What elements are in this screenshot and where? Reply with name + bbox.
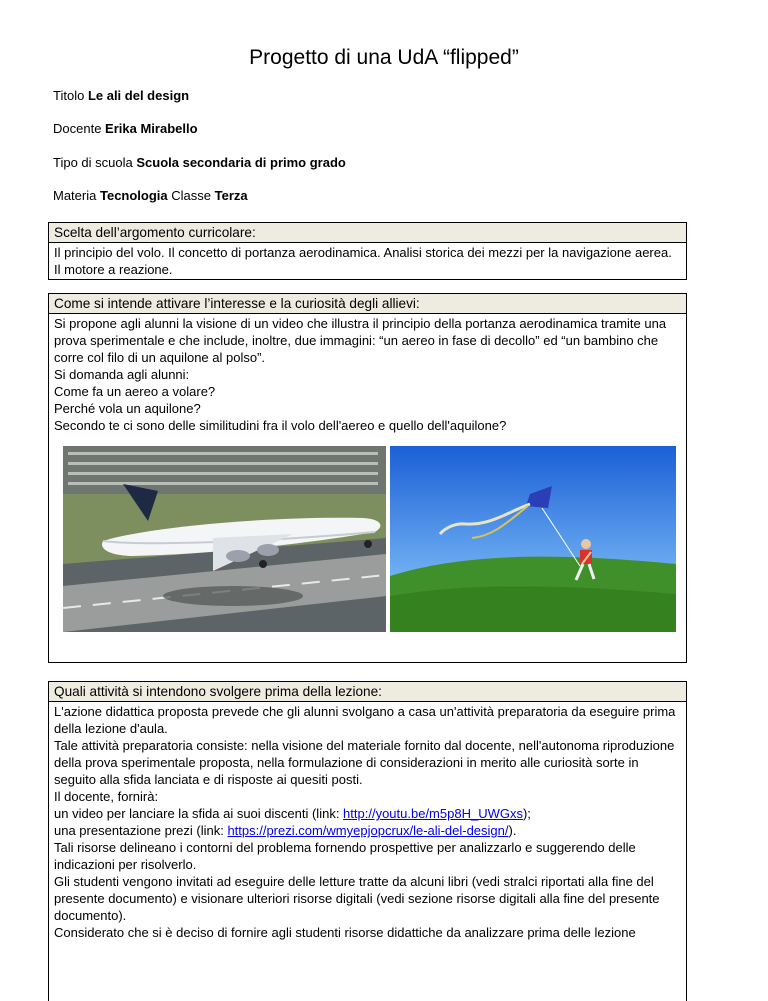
classe-label: Classe <box>171 188 212 203</box>
box-argomento-heading: Scelta dell’argomento curricolare: <box>49 223 686 243</box>
box-attivita-paragraph: Il docente, fornirà: <box>54 789 159 804</box>
box-interesse-line: Si domanda agli alunni: <box>54 367 190 382</box>
box-interesse-line: Perché vola un aquilone? <box>54 401 201 416</box>
prezi-link[interactable]: https://prezi.com/wmyepjopcrux/le-ali-del-design/ <box>227 823 509 838</box>
box-interesse-line: Secondo te ci sono delle similitudini fra il volo dell'aereo e quello dell'aquilone? <box>54 418 507 433</box>
prezi-line <box>54 822 681 839</box>
box-interesse-line: Come fa un aereo a volare? <box>54 384 216 399</box>
box-argomento <box>48 222 687 280</box>
scuola-value: Scuola secondaria di primo grado <box>136 155 346 170</box>
field-materia-classe <box>53 188 248 204</box>
video-post: ); <box>522 806 531 821</box>
field-docente <box>53 121 198 137</box>
video-pre: un video per lanciare la sfida ai suoi discenti (link: <box>54 806 344 821</box>
materia-label: Materia <box>53 188 97 203</box>
box-interesse <box>48 293 687 663</box>
scuola-label: Tipo di scuola <box>53 155 133 170</box>
airplane-photo <box>63 446 386 632</box>
box-attivita-paragraph: L'azione didattica proposta prevede che gli alunni svolgano a casa un'attività preparatoria da eseguire prima della lezione d'aula. <box>54 704 676 736</box>
box-attivita-paragraph: Considerato che si è deciso di fornire agli studenti risorse didattiche da analizzare prima delle lezione <box>54 925 636 940</box>
box-attivita-paragraph: Gli studenti vengono invitati ad eseguire delle letture tratte da alcuni libri (vedi stralci riportati alla fine del presente documento) e visionare ulteriori risorse digitali (vedi sezione risorse digitali alla fine del presente documento). <box>54 874 660 923</box>
titolo-label: Titolo <box>53 88 85 103</box>
box-attivita-paragraph: Tali risorse delineano i contorni del problema fornendo prospettive per analizzarlo e suggerendo delle indicazioni per risolverlo. <box>54 840 636 872</box>
page-title: Progetto di una UdA “flipped” <box>249 46 519 69</box>
field-titolo <box>53 88 189 104</box>
classe-value: Terza <box>214 188 248 203</box>
docente-value: Erika Mirabello <box>105 121 198 136</box>
prezi-pre: una presentazione prezi (link: <box>54 823 228 838</box>
box-interesse-heading: Come si intende attivare l’interesse e la curiosità degli allievi: <box>49 294 686 314</box>
box-attivita-heading: Quali attività si intendono svolgere prima della lezione: <box>49 682 686 702</box>
box-argomento-text: Il principio del volo. Il concetto di portanza aerodinamica. Analisi storica dei mezzi per la navigazione aerea. Il motore a reazione. <box>54 245 672 277</box>
materia-value: Tecnologia <box>99 188 168 203</box>
box-interesse-line: Si propone agli alunni la visione di un video che illustra il principio della portanza aerodinamica tramite una prova sperimentale e che include, inoltre, due immagini: “un aereo in fase di decollo” ed “un bambino che corre col filo di un aquilone al polso”. <box>54 316 667 365</box>
kite-photo <box>390 446 676 632</box>
video-link[interactable]: http://youtu.be/m5p8H_UWGxs <box>343 806 523 821</box>
prezi-post: ). <box>508 823 517 838</box>
video-line <box>54 805 681 822</box>
field-scuola <box>53 155 346 171</box>
box-attivita <box>48 681 687 1001</box>
titolo-value: Le ali del design <box>87 88 190 103</box>
box-attivita-paragraph: Tale attività preparatoria consiste: nella visione del materiale fornito dal docente, nell'autonoma riproduzione della prova sperimentale proposta, nella formulazione di considerazioni in merito alle curiosità sorte in seguito alla sfida lanciata e di risposte ai quesiti posti. <box>54 738 675 787</box>
docente-label: Docente <box>53 121 102 136</box>
